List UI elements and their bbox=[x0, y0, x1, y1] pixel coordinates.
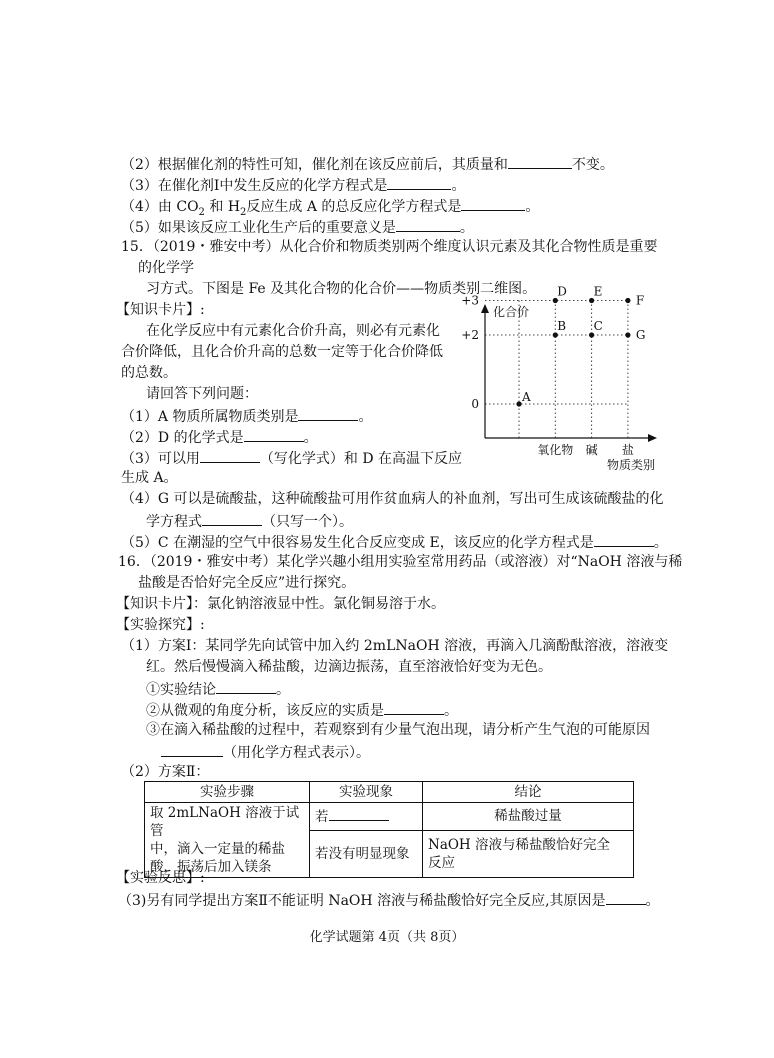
data-point-c bbox=[589, 332, 594, 337]
y-tick-label: 0 bbox=[471, 397, 479, 411]
q14-part4 bbox=[121, 196, 539, 216]
point-label: F bbox=[635, 293, 645, 308]
plan1-step2-text: ②从微观的角度分析，该反应的实质是 bbox=[146, 703, 384, 719]
x-tick-label: 盐 bbox=[621, 443, 634, 457]
q15-part3-cont: 生成 A。 bbox=[121, 470, 178, 486]
table-header-row bbox=[145, 782, 634, 803]
plan1-step1 bbox=[146, 679, 290, 699]
conclusion-line: NaOH 溶液与稀盐酸恰好完全 bbox=[428, 836, 610, 853]
reflection-heading: 【实验反思】: bbox=[116, 870, 205, 886]
q15-part3-text-a: （3）可以用 bbox=[121, 451, 200, 467]
period: 。 bbox=[459, 220, 474, 236]
plan1-line2: 红。然后慢慢滴入稀盐酸，边滴边振荡，直至溶液恰好变为无色。 bbox=[146, 659, 552, 675]
q14-part5-text: （5）如果该反应工业化生产后的重要意义是 bbox=[121, 220, 396, 236]
table-header: 结论 bbox=[423, 782, 634, 803]
q14-part4-text-a: （4）由 CO bbox=[121, 199, 199, 215]
period: 。 bbox=[358, 409, 373, 425]
phenomenon-text: 若 bbox=[315, 809, 329, 826]
q15-part4-text-b: （只写一个）。 bbox=[262, 514, 353, 530]
data-point-g bbox=[625, 332, 630, 337]
q15-part2-text: （2）D 的化学式是 bbox=[121, 430, 244, 446]
answer-blank[interactable] bbox=[606, 890, 646, 905]
q15-part2 bbox=[121, 427, 318, 447]
table-header: 实验步骤 bbox=[145, 782, 310, 803]
instruction: 请回答下列问题： bbox=[146, 386, 258, 402]
plan2-heading: （2）方案Ⅱ： bbox=[121, 764, 210, 780]
x-axis-arrow bbox=[648, 434, 657, 442]
answer-blank[interactable] bbox=[396, 217, 460, 232]
point-label: G bbox=[635, 328, 646, 342]
y-axis-arrow bbox=[481, 304, 489, 313]
step-line: 取 2mLNaOH 溶液于试管 bbox=[150, 805, 300, 839]
data-point-d bbox=[553, 298, 558, 303]
q15-part4-text-a: 学方程式 bbox=[146, 514, 202, 530]
q15-part3 bbox=[121, 448, 462, 468]
x-tick-label: 碱 bbox=[585, 443, 598, 457]
data-point-e bbox=[589, 298, 594, 303]
plan1-step1-text: ①实验结论 bbox=[146, 682, 216, 698]
q15-part4-line1: （4）G 可以是硫酸盐，这种硫酸盐可用作贫血病人的补血剂，写出可生成该硫酸盐的化 bbox=[121, 491, 664, 507]
table-header: 实验现象 bbox=[310, 782, 423, 803]
point-label: A bbox=[522, 390, 531, 404]
table-cell-phenomenon bbox=[310, 803, 423, 831]
answer-blank[interactable] bbox=[387, 175, 451, 190]
q16-part3-text: （3)另有同学提出方案Ⅱ不能证明 NaOH 溶液与稀盐酸恰好完全反应,其原因是 bbox=[118, 893, 606, 909]
q15-stem-line1: 15．（2019・雅安中考）从化合价和物质类别两个维度认识元素及其化合物性质是重要 bbox=[121, 239, 658, 255]
q16-stem-line2: 盐酸是否恰好完全反应”进行探究。 bbox=[138, 575, 356, 591]
point-label: C bbox=[593, 319, 603, 333]
table-cell-conclusion bbox=[423, 830, 634, 877]
q14-part2-tail: 不变。 bbox=[571, 157, 614, 173]
experiment-table bbox=[144, 781, 634, 878]
answer-blank[interactable] bbox=[200, 448, 260, 463]
answer-blank[interactable] bbox=[508, 154, 572, 169]
knowledge-card-text-3: 的总数。 bbox=[121, 365, 177, 381]
data-point-b bbox=[553, 332, 558, 337]
y-tick-label: +2 bbox=[461, 328, 479, 342]
period: 。 bbox=[303, 430, 318, 446]
valence-chart bbox=[455, 284, 670, 475]
step-line: 酸，振荡后加入镁条 bbox=[150, 859, 272, 875]
q14-part3-text: （3）在催化剂Ⅰ中发生反应的化学方程式是 bbox=[121, 178, 388, 194]
y-axis-label: 化合价 bbox=[493, 305, 530, 319]
subscript: 2 bbox=[198, 206, 205, 218]
subscript: 2 bbox=[240, 206, 247, 218]
answer-blank[interactable] bbox=[461, 196, 525, 211]
y-tick-label: +3 bbox=[461, 293, 479, 308]
data-point-f bbox=[625, 298, 630, 303]
q15-part5-text: （5）C 在潮湿的空气中很容易发生化合反应变成 E，该反应的化学方程式是 bbox=[121, 535, 594, 551]
point-label: E bbox=[593, 284, 603, 299]
answer-blank[interactable] bbox=[244, 427, 304, 442]
period: 。 bbox=[525, 199, 540, 215]
knowledge-card-text-2: 合价降低，且化合价升高的总数一定等于化合价降低 bbox=[121, 344, 443, 360]
plan1-step3-cont bbox=[161, 742, 370, 762]
q14-part4-text-c: 反应生成 A 的总反应化学方程式是 bbox=[246, 199, 462, 215]
period: 。 bbox=[451, 178, 466, 194]
q15-part5 bbox=[121, 532, 668, 552]
q14-part2-text: （2）根据催化剂的特性可知，催化剂在该反应前后，其质量和 bbox=[121, 157, 508, 173]
q15-part3-text-b: （写化学式）和 D 在高温下反应 bbox=[259, 451, 463, 467]
knowledge-card-16: 【知识卡片】：氯化钠溶液显中性。氯化铜易溶于水。 bbox=[116, 596, 445, 612]
point-label: B bbox=[557, 319, 567, 333]
q15-stem-line3: 习方式。下图是 Fe 及其化合物的化合价——物质类别二维图。 bbox=[146, 281, 537, 297]
answer-blank[interactable] bbox=[384, 700, 444, 715]
q15-stem-line2: 的化学学 bbox=[138, 260, 194, 276]
answer-blank[interactable] bbox=[216, 679, 276, 694]
point-label: D bbox=[557, 284, 567, 299]
q14-part5 bbox=[121, 217, 474, 237]
q16-part3 bbox=[118, 890, 660, 910]
table-cell-phenomenon: 若没有明显现象 bbox=[310, 830, 423, 877]
q14-part2 bbox=[121, 154, 614, 174]
q15-part4-line2 bbox=[146, 511, 353, 531]
experiment-heading: 【实验探究】: bbox=[116, 617, 205, 633]
data-point-a bbox=[516, 401, 521, 406]
q16-stem-line1: 16．（2019・雅安中考）某化学兴趣小组用实验室常用药品（或溶液）对“NaOH 溶液与稀 bbox=[118, 554, 683, 570]
period: 。 bbox=[276, 682, 290, 698]
page-footer: 化学试题第 4页（共 8页） bbox=[309, 930, 465, 945]
period: 。 bbox=[653, 535, 668, 551]
table-cell-step bbox=[145, 803, 310, 878]
q14-part3 bbox=[121, 175, 465, 195]
plan1-step3-text-b: （用化学方程式表示）。 bbox=[223, 745, 370, 761]
plan1-line1: （1）方案Ⅰ：某同学先向试管中加入约 2mLNaOH 溶液，再滴入几滴酚酞溶液，溶液变 bbox=[121, 638, 669, 654]
answer-blank[interactable] bbox=[161, 742, 223, 757]
plan1-step2 bbox=[146, 700, 458, 720]
knowledge-card-heading: 【知识卡片】: bbox=[116, 302, 205, 318]
table-row bbox=[145, 803, 634, 831]
x-axis-label: 物质类别 bbox=[607, 458, 656, 472]
knowledge-card-text-1: 在化学反应中有元素化合价升高，则必有元素化 bbox=[146, 323, 440, 339]
conclusion-line: 反应 bbox=[428, 854, 455, 871]
period: 。 bbox=[645, 893, 660, 909]
step-line: 中，滴入一定量的稀盐 bbox=[150, 841, 285, 857]
q15-part1-text: （1）A 物质所属物质类别是 bbox=[121, 409, 299, 425]
q14-part4-text-b: 和 H bbox=[204, 199, 241, 215]
answer-blank[interactable] bbox=[202, 511, 262, 526]
table-cell-conclusion: 稀盐酸过量 bbox=[423, 803, 634, 831]
x-tick-label: 氧化物 bbox=[537, 443, 574, 457]
answer-blank[interactable] bbox=[329, 806, 389, 821]
plan1-step3: ③在滴入稀盐酸的过程中，若观察到有少量气泡出现，请分析产生气泡的可能原因 bbox=[146, 722, 650, 738]
answer-blank[interactable] bbox=[298, 406, 358, 421]
period: 。 bbox=[444, 703, 458, 719]
q15-part1 bbox=[121, 406, 372, 426]
answer-blank[interactable] bbox=[594, 532, 654, 547]
